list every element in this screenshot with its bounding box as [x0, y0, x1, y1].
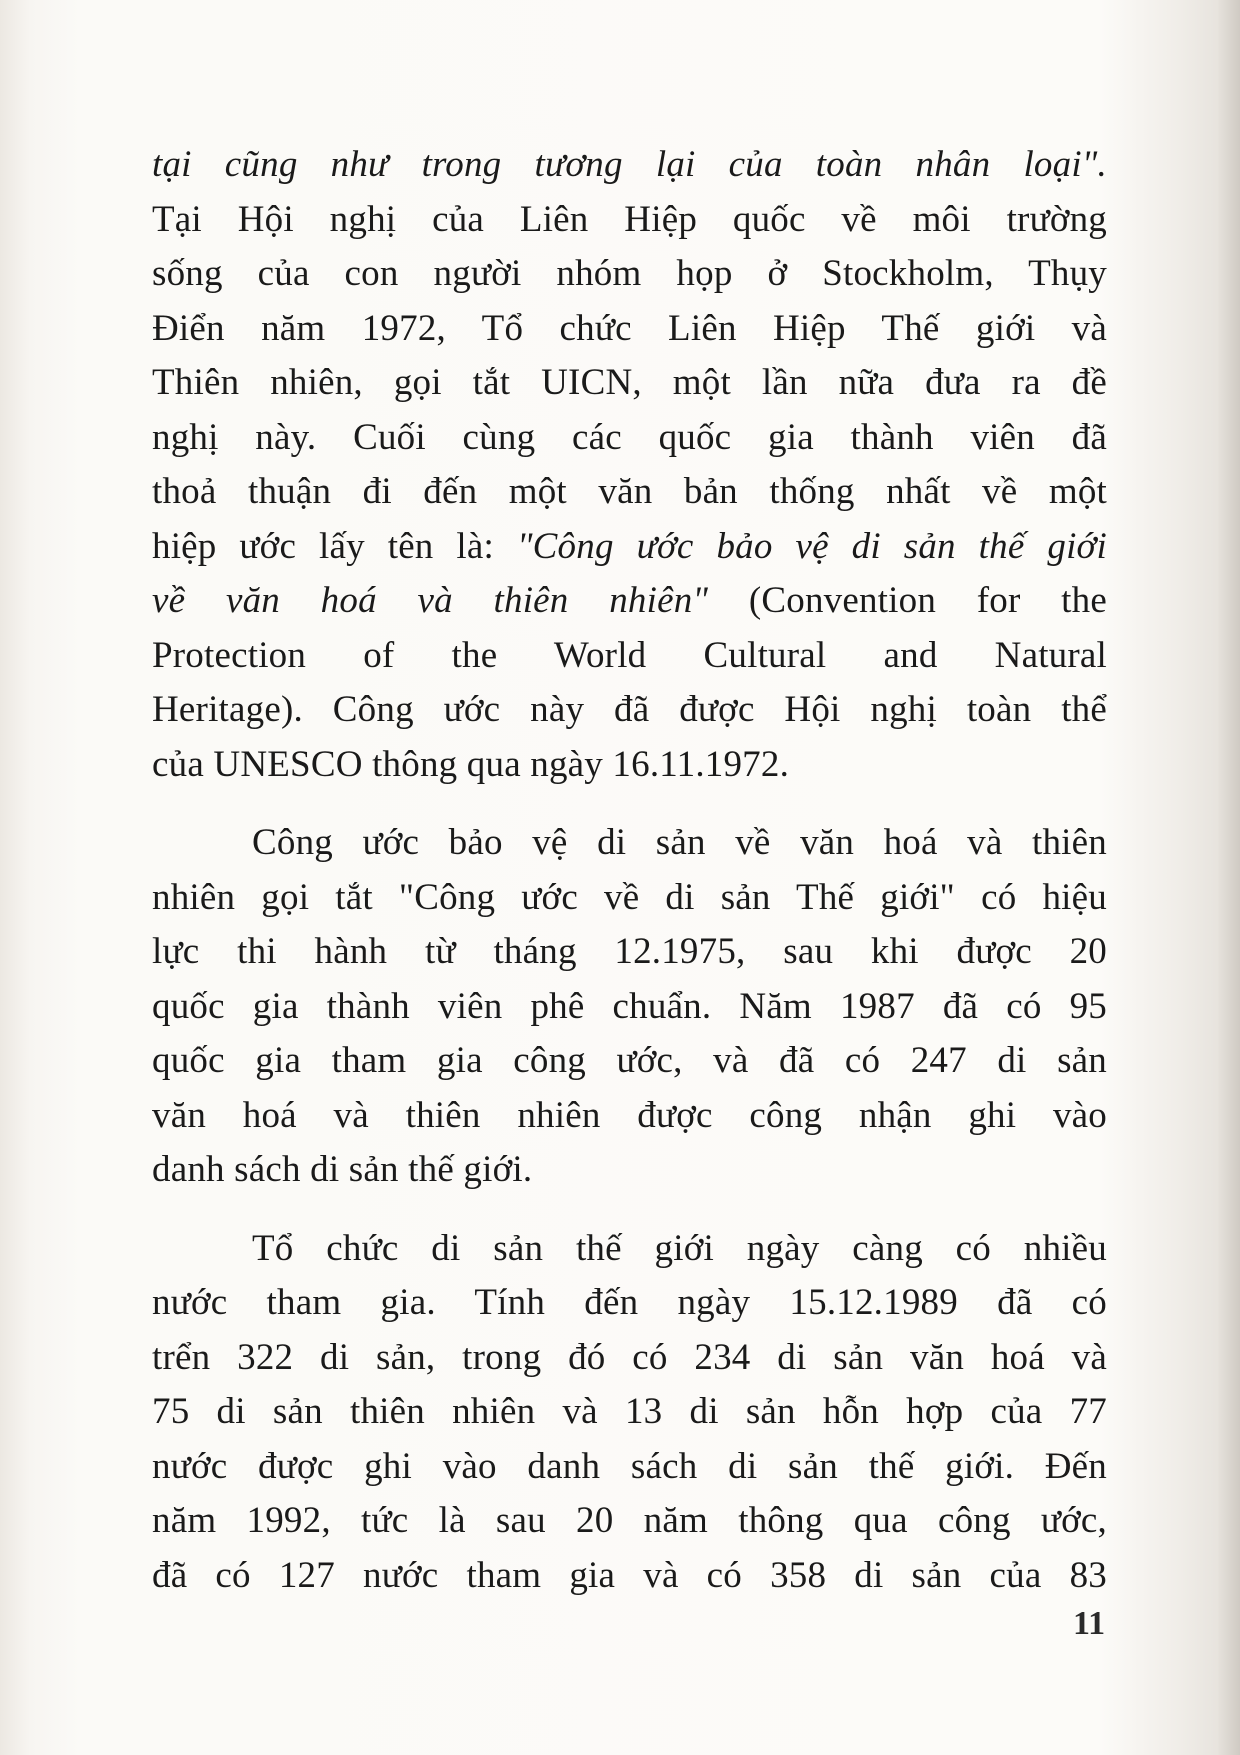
text-line: đã có 127 nước tham gia và có 358 di sản của 83 [152, 1554, 1107, 1596]
paragraph-spacer [152, 792, 1107, 816]
paragraph-1 [152, 138, 1107, 792]
paragraph-2 [152, 816, 1107, 1198]
text-line: trển 322 di sản, trong đó có 234 di sản văn hoá và [152, 1336, 1107, 1378]
italic-title-run: "Công ước bảo vệ di sản thế giới [516, 525, 1107, 567]
italic-title-run: về văn hoá và thiên nhiên" [152, 580, 709, 621]
text-line: Điển năm 1972, Tổ chức Liên Hiệp Thế giới và [152, 307, 1107, 349]
text-line: Công ước bảo vệ di sản về văn hoá và thiên [252, 822, 1107, 863]
text-line [152, 520, 1107, 575]
text-line [152, 574, 1107, 629]
text-line: thoả thuận đi đến một văn bản thống nhất về một [152, 471, 1107, 512]
paragraph-3 [152, 1222, 1107, 1604]
text-line: nước tham gia. Tính đến ngày 15.12.1989 đã có [152, 1282, 1107, 1323]
text-line: Tại Hội nghị của Liên Hiệp quốc về môi trường [152, 198, 1107, 240]
text-line: quốc gia thành viên phê chuẩn. Năm 1987 đã có 95 [152, 985, 1107, 1027]
text-line: nghị này. Cuối cùng các quốc gia thành viên đã [152, 416, 1107, 458]
text-line: năm 1992, tức là sau 20 năm thông qua công ước, [152, 1500, 1107, 1541]
text-line: 75 di sản thiên nhiên và 13 di sản hỗn hợp của 77 [152, 1391, 1107, 1432]
text-line: Tổ chức di sản thế giới ngày càng có nhiều [252, 1227, 1107, 1269]
text-line: Heritage). Công ước này đã được Hội nghị toàn thể [152, 689, 1107, 730]
text-line: văn hoá và thiên nhiên được công nhận ghi vào [152, 1094, 1107, 1136]
text-run: (Convention for the [708, 580, 1107, 621]
text-line: tại cũng như trong tương lại của toàn nhân loại". [152, 144, 1107, 185]
text-line: nhiên gọi tắt "Công ước về di sản Thế giới" có hiệu [152, 876, 1107, 918]
text-line: Thiên nhiên, gọi tắt UICN, một lần nữa đưa ra đề [152, 362, 1107, 403]
text-line: Protection of the World Cultural and Natural [152, 634, 1107, 676]
body-text [152, 138, 1107, 1603]
page-spine-shadow [1218, 0, 1240, 1755]
text-line: quốc gia tham gia công ước, và đã có 247 di sản [152, 1040, 1107, 1081]
text-line: lực thi hành từ tháng 12.1975, sau khi được 20 [152, 931, 1107, 972]
text-line: của UNESCO thông qua ngày 16.11.1972. [152, 743, 790, 785]
text-line: nước được ghi vào danh sách di sản thế giới. Đến [152, 1445, 1107, 1487]
text-line: danh sách di sản thế giới. [152, 1149, 533, 1190]
page-number: 11 [1073, 1605, 1106, 1642]
text-run: hiệp ước lấy tên là: [152, 525, 517, 567]
paragraph-spacer [152, 1198, 1107, 1222]
text-line: sống của con người nhóm họp ở Stockholm, Thụy [152, 253, 1107, 294]
